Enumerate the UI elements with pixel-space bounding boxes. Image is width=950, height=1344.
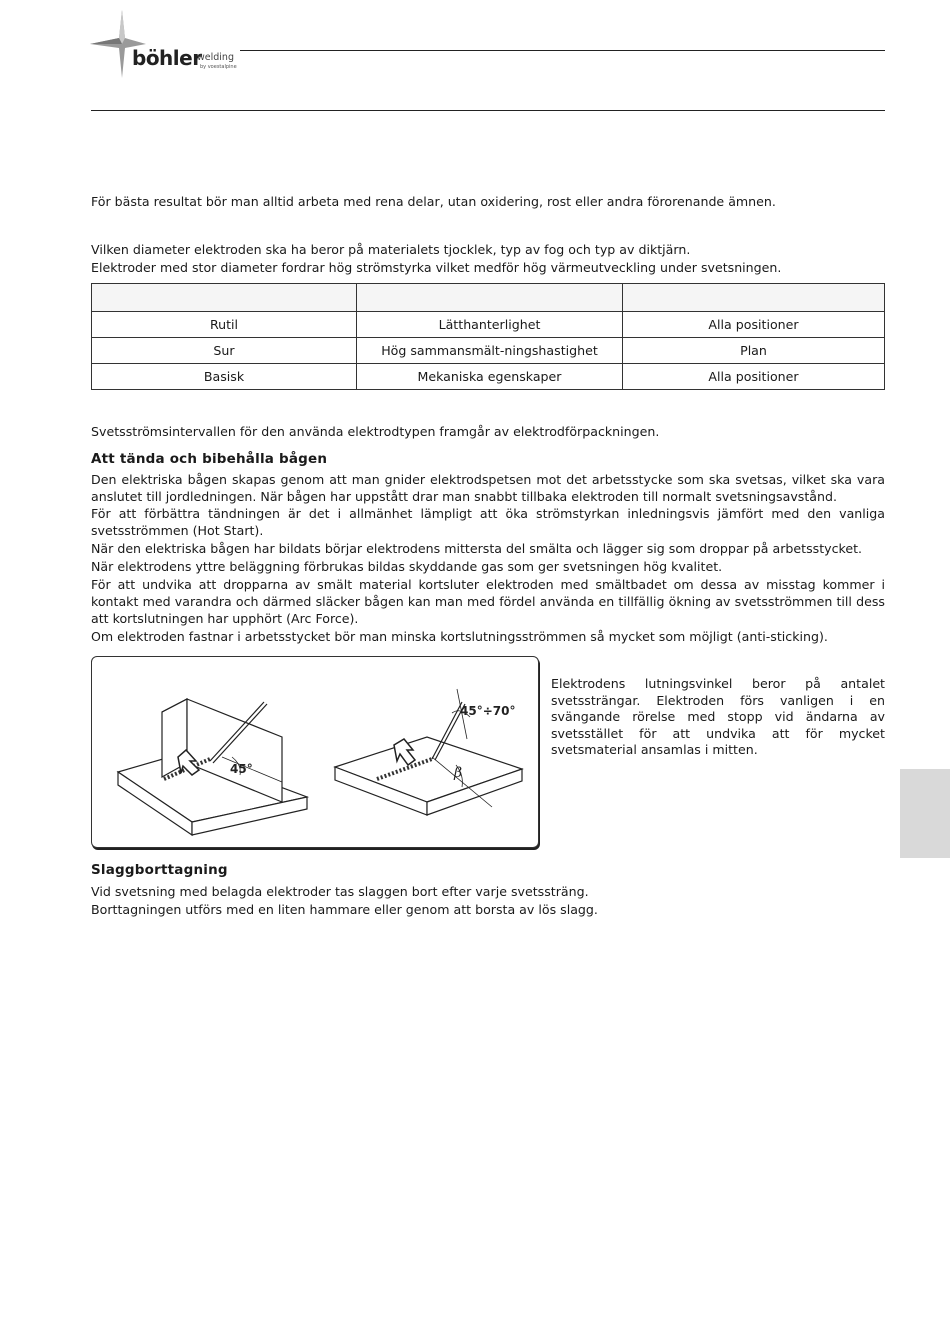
beta-label: β	[454, 765, 463, 781]
diameter-text-2: Elektroder med stor diameter fordrar hög strömstyrka vilket medför hög värmeutveckling under svetsningen.	[91, 260, 782, 275]
section-body-arc	[91, 471, 885, 645]
side-tab	[900, 769, 950, 858]
table-cell: Alla positioner	[623, 364, 885, 390]
table-cell: Alla positioner	[623, 312, 885, 338]
angle-right-label: 45°÷70°	[460, 704, 516, 718]
angle-left-label: 45°	[230, 762, 253, 776]
current-note: Svetsströmsintervallen för den använda elektrodtypen framgår av elektrodförpackningen.	[91, 424, 660, 439]
table-cell: Rutil	[92, 312, 357, 338]
table-row	[92, 312, 885, 338]
table-row	[92, 364, 885, 390]
table-header	[623, 284, 885, 312]
table-header-row	[92, 284, 885, 312]
paragraph: Om elektroden fastnar i arbetsstycket bör man minska kortslutningsströmmen så mycket som möjligt (anti-sticking).	[91, 629, 828, 644]
logo-by: by voestalpine	[200, 64, 237, 70]
paragraph: När den elektriska bågen har bildats börjar elektrodens mittersta del smälta och lägger sig som droppar på arbetsstycket.	[91, 541, 863, 556]
table-row	[92, 338, 885, 364]
logo-sub: welding	[197, 52, 234, 63]
section-title-arc: Att tända och bibehålla bågen	[91, 451, 328, 467]
table-cell: Basisk	[92, 364, 357, 390]
logo	[88, 8, 248, 80]
table-header	[357, 284, 623, 312]
electrode-table	[91, 283, 885, 390]
paragraph: När elektrodens yttre beläggning förbrukas bildas skyddande gas som ger svetsningen hög kvalitet.	[91, 559, 723, 574]
welding-angle-illustration	[92, 657, 538, 847]
header-rule-bottom	[91, 110, 885, 111]
section-title-slag: Slaggborttagning	[91, 862, 228, 878]
table-cell: Mekaniska egenskaper	[357, 364, 623, 390]
table-cell: Plan	[623, 338, 885, 364]
diameter-text-1: Vilken diameter elektroden ska ha beror på materialets tjocklek, typ av fog och typ av diktjärn.	[91, 242, 691, 257]
welding-angle-figure	[91, 656, 539, 848]
paragraph: För att undvika att dropparna av smält material kortsluter elektroden med smältbadet om dessa av misstag kommer i kontakt med varandra och därmed släcker bågen kan man med fördel använda en tillfällig ökning av svetsströmmen till dess att kortslutningen har upphört (Arc Force).	[91, 577, 885, 626]
paragraph: För att förbättra tändningen är det i allmänhet lämpligt att öka strömstyrkan inledningsvis jämfört med den vanliga svetsströmmen (Hot Start).	[91, 506, 885, 538]
slag-text-1: Vid svetsning med belagda elektroder tas slaggen bort efter varje svetssträng.	[91, 884, 589, 899]
intro-text: För bästa resultat bör man alltid arbeta med rena delar, utan oxidering, rost eller andra förorenande ämnen.	[91, 194, 776, 209]
paragraph: Den elektriska bågen skapas genom att man gnider elektrodspetsen mot det arbetsstycke som ska svetsas, vilket ska vara anslutet till jordledningen. När bågen har uppstått drar man snabbt tillbaka elektroden till normalt svetsningsavstånd.	[91, 472, 885, 504]
header-rule-top	[240, 50, 885, 51]
table-cell: Hög sammansmält-ningshastighet	[357, 338, 623, 364]
table-cell: Lätthanterlighet	[357, 312, 623, 338]
figure-caption: Elektrodens lutningsvinkel beror på antalet svetssträngar. Elektroden förs vanligen i en svängande rörelse med stopp vid ändarna av svetsstället för att undvika att för mycket svetsmaterial ansamlas i mitten.	[551, 676, 885, 757]
slag-text-2: Borttagningen utförs med en liten hammare eller genom att borsta av lös slagg.	[91, 902, 598, 917]
logo-brand: böhler	[132, 46, 202, 70]
table-header	[92, 284, 357, 312]
table-cell: Sur	[92, 338, 357, 364]
